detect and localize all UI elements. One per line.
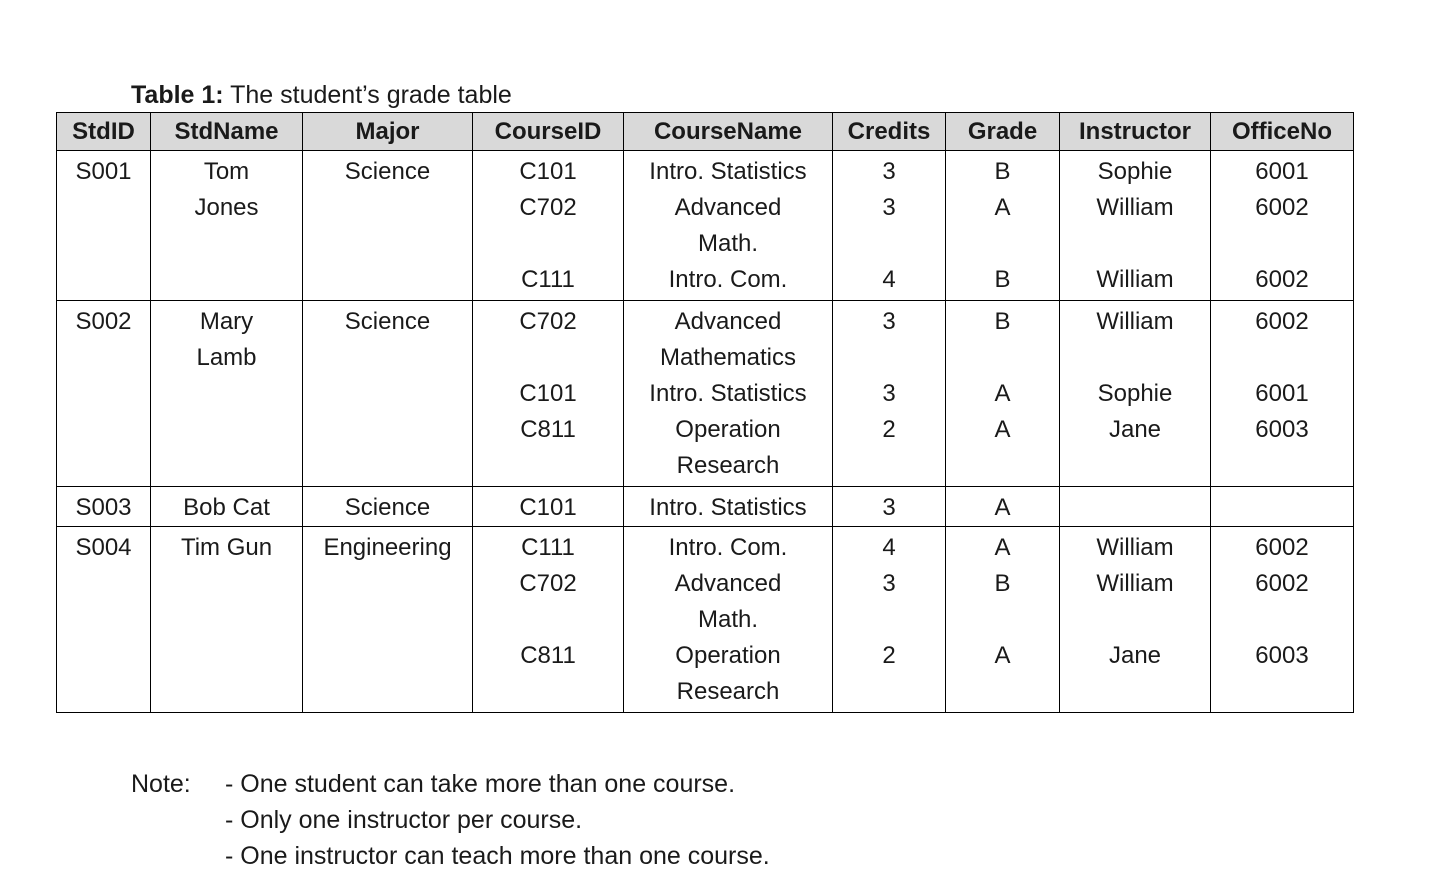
line-spacer	[946, 226, 1059, 262]
std-id-cell	[57, 301, 151, 487]
line-spacer	[473, 602, 623, 638]
line-spacer	[473, 226, 623, 262]
office-no: 6002	[1255, 534, 1309, 561]
std-id-cell	[57, 527, 151, 713]
instructor: William	[1096, 266, 1174, 293]
line-spacer	[946, 602, 1059, 638]
instructor: William	[1096, 534, 1174, 561]
course-name-line: Operation	[675, 416, 781, 443]
grade-cell	[946, 487, 1060, 527]
office-no: 6001	[1255, 380, 1309, 407]
office-no	[1211, 490, 1353, 526]
course-name-line: Intro. Com.	[668, 534, 788, 561]
office-no-cell	[1211, 487, 1354, 527]
major-cell	[303, 151, 473, 301]
line-spacer	[833, 226, 945, 262]
credits: 3	[882, 570, 896, 597]
grade: A	[994, 534, 1011, 561]
major-cell	[303, 301, 473, 487]
line-spacer	[946, 674, 1059, 710]
grade: A	[994, 380, 1011, 407]
course-name-line: Research	[676, 452, 780, 479]
line-spacer	[1211, 448, 1353, 484]
instructor: William	[1096, 308, 1174, 335]
std-id: S004	[75, 534, 132, 561]
column-header: OfficeNo	[1211, 113, 1354, 151]
major-cell	[303, 527, 473, 713]
office-no: 6002	[1255, 308, 1309, 335]
credits: 4	[882, 534, 896, 561]
course-id: C811	[520, 642, 576, 669]
std-name-line: Lamb	[196, 344, 257, 371]
instructor: Sophie	[1097, 380, 1173, 407]
std-name-cell	[151, 487, 303, 527]
course-id: C111	[521, 534, 575, 561]
column-header: Instructor	[1060, 113, 1211, 151]
std-name-line: Tom	[203, 158, 250, 185]
grade-cell	[946, 527, 1060, 713]
table-row	[57, 301, 1354, 487]
course-name-line: Operation	[675, 642, 781, 669]
course-id: C101	[519, 158, 577, 185]
table-row	[57, 527, 1354, 713]
office-no-cell	[1211, 151, 1354, 301]
office-no: 6001	[1255, 158, 1309, 185]
credits-cell	[833, 151, 946, 301]
table-header-row	[57, 113, 1354, 151]
line-spacer	[1211, 226, 1353, 262]
credits: 3	[882, 308, 896, 335]
line-spacer	[833, 448, 945, 484]
line-spacer	[1060, 674, 1210, 710]
line-spacer	[1211, 602, 1353, 638]
major-cell	[303, 487, 473, 527]
line-spacer	[946, 448, 1059, 484]
grade: B	[994, 158, 1011, 185]
course-id-cell	[473, 151, 624, 301]
line-spacer	[473, 674, 623, 710]
std-id-cell	[57, 151, 151, 301]
course-id-cell	[473, 527, 624, 713]
course-name-line: Research	[676, 678, 780, 705]
course-id-cell	[473, 301, 624, 487]
major: Engineering	[323, 534, 452, 561]
column-header: CourseName	[624, 113, 833, 151]
credits-cell	[833, 487, 946, 527]
line-spacer	[473, 340, 623, 376]
course-name-line: Advanced	[674, 308, 782, 335]
course-name-cell	[624, 527, 833, 713]
std-name-line: Tim Gun	[180, 534, 273, 561]
grade: B	[994, 570, 1011, 597]
office-no-cell	[1211, 527, 1354, 713]
major: Science	[344, 158, 431, 185]
column-header: Grade	[946, 113, 1060, 151]
credits-cell	[833, 527, 946, 713]
line-spacer	[1211, 674, 1353, 710]
instructor: William	[1096, 570, 1174, 597]
note-item: - One instructor can teach more than one course.	[225, 842, 770, 870]
line-spacer	[833, 602, 945, 638]
credits: 2	[882, 416, 896, 443]
office-no: 6003	[1255, 642, 1309, 669]
course-id: C702	[519, 308, 577, 335]
notes-label: Note:	[131, 770, 191, 798]
office-no: 6002	[1255, 266, 1309, 293]
instructor: Sophie	[1097, 158, 1173, 185]
std-id: S002	[75, 308, 132, 335]
std-id: S001	[75, 158, 132, 185]
grade-cell	[946, 151, 1060, 301]
office-no: 6002	[1255, 570, 1309, 597]
line-spacer	[1060, 340, 1210, 376]
std-name-cell	[151, 151, 303, 301]
std-name-line: Mary	[199, 308, 254, 335]
credits: 3	[882, 158, 896, 185]
credits: 3	[882, 494, 896, 521]
course-name-line: Math.	[697, 606, 759, 633]
line-spacer	[1060, 602, 1210, 638]
instructor: Jane	[1108, 642, 1162, 669]
grade: A	[994, 416, 1011, 443]
course-name-line: Intro. Statistics	[649, 380, 807, 407]
office-no-cell	[1211, 301, 1354, 487]
major: Science	[344, 308, 431, 335]
table-row	[57, 487, 1354, 527]
table-caption	[131, 78, 512, 112]
grade-cell	[946, 301, 1060, 487]
course-id: C101	[519, 494, 577, 521]
table-caption-text: The student’s grade table	[230, 81, 512, 109]
grade: A	[994, 642, 1011, 669]
course-name-line: Advanced	[674, 570, 782, 597]
column-header: Major	[303, 113, 473, 151]
std-name-line: Jones	[194, 194, 259, 221]
student-grade-table	[56, 112, 1354, 713]
line-spacer	[833, 674, 945, 710]
line-spacer	[946, 340, 1059, 376]
instructor-cell	[1060, 527, 1211, 713]
course-id: C101	[519, 380, 577, 407]
line-spacer	[1060, 226, 1210, 262]
std-name-line: Bob Cat	[183, 494, 270, 521]
course-name-line: Intro. Statistics	[649, 158, 807, 185]
course-id: C111	[521, 266, 575, 293]
course-id-cell	[473, 487, 624, 527]
office-no: 6003	[1255, 416, 1309, 443]
credits: 3	[882, 194, 896, 221]
instructor: William	[1096, 194, 1174, 221]
credits: 4	[882, 266, 896, 293]
column-header: CourseID	[473, 113, 624, 151]
instructor: Jane	[1108, 416, 1162, 443]
credits: 2	[882, 642, 896, 669]
course-id: C811	[520, 416, 576, 443]
credits: 3	[882, 380, 896, 407]
grade: B	[994, 266, 1011, 293]
course-name-line: Mathematics	[659, 344, 797, 371]
line-spacer	[1060, 448, 1210, 484]
column-header: StdID	[57, 113, 151, 151]
course-name-cell	[624, 301, 833, 487]
std-name-cell	[151, 527, 303, 713]
column-header: StdName	[151, 113, 303, 151]
instructor-cell	[1060, 301, 1211, 487]
std-id: S003	[75, 494, 132, 521]
table-caption-label: Table 1:	[131, 81, 224, 109]
course-name-line: Advanced	[674, 194, 782, 221]
std-name-cell	[151, 301, 303, 487]
line-spacer	[833, 340, 945, 376]
credits-cell	[833, 301, 946, 487]
note-item: - One student can take more than one course.	[225, 770, 736, 798]
grade: A	[994, 194, 1011, 221]
table-row	[57, 151, 1354, 301]
grade: A	[994, 494, 1011, 521]
course-name-line: Math.	[697, 230, 759, 257]
note-item: - Only one instructor per course.	[225, 806, 583, 834]
office-no: 6002	[1255, 194, 1309, 221]
instructor-cell	[1060, 151, 1211, 301]
notes-list	[225, 766, 770, 874]
course-name-cell	[624, 151, 833, 301]
major: Science	[344, 494, 431, 521]
column-header: Credits	[833, 113, 946, 151]
course-id: C702	[519, 194, 577, 221]
instructor-cell	[1060, 487, 1211, 527]
line-spacer	[473, 448, 623, 484]
std-id-cell	[57, 487, 151, 527]
course-name-cell	[624, 487, 833, 527]
line-spacer	[1211, 340, 1353, 376]
course-id: C702	[519, 570, 577, 597]
instructor	[1060, 490, 1210, 526]
course-name-line: Intro. Com.	[668, 266, 788, 293]
course-name-line: Intro. Statistics	[649, 494, 807, 521]
grade: B	[994, 308, 1011, 335]
